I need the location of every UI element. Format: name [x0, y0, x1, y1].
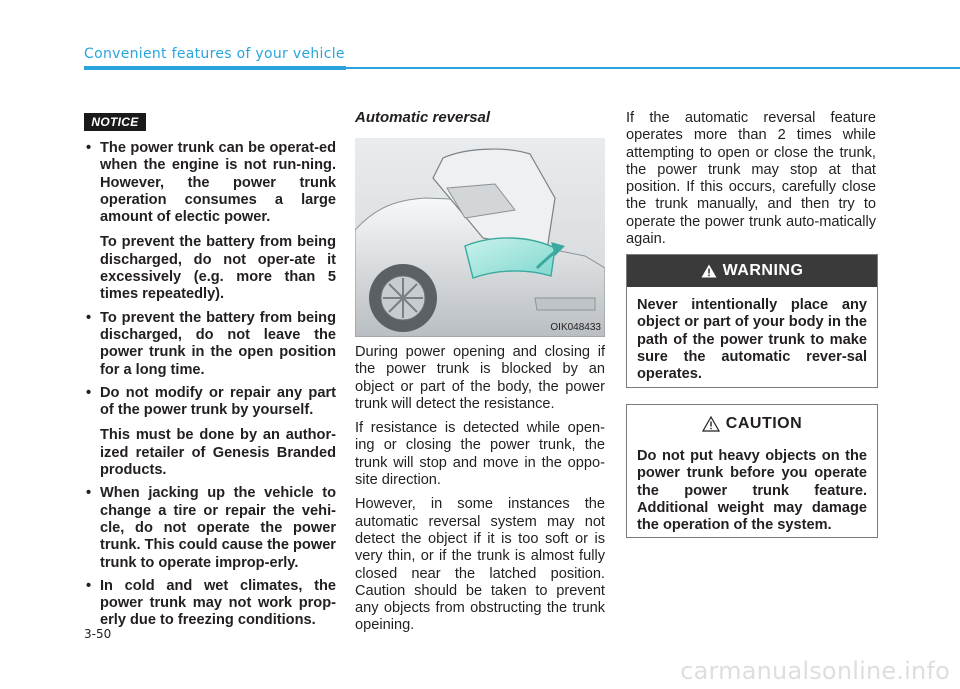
notice-list: [86, 140, 336, 630]
right-column: [626, 110, 876, 255]
notice-item-subtext: To prevent the battery from being discharged, do not oper-ate it excessively (e.g. more than 5 times repeatedly).: [100, 234, 336, 303]
title-rule-thin: [346, 67, 960, 69]
title-rule-thick: [84, 66, 346, 70]
bullet-icon: •: [86, 309, 92, 326]
notice-item: [86, 578, 336, 630]
notice-item: [86, 310, 336, 379]
bullet-icon: •: [86, 384, 92, 401]
warning-title: WARNING: [722, 262, 804, 279]
warning-triangle-icon: [701, 264, 717, 278]
paragraph: During power opening and closing if the power trunk is blocked by an object or part of the body, the power trunk will detect the resistance.: [355, 344, 605, 412]
page-number: 3-50: [84, 627, 112, 641]
caution-triangle-icon: [702, 416, 720, 432]
figure-code: OIK048433: [550, 322, 601, 333]
paragraph: If resistance is detected while open-ing or closing the power trunk, the trunk will stop and move in the oppo-site direction.: [355, 420, 605, 489]
watermark-text: carmanualsonline.info: [680, 657, 950, 685]
caution-text: Do not put heavy objects on the power trunk before you operate the power trunk feature. Additional weight may damage the operation of the system.: [637, 448, 867, 534]
notice-item-text: In cold and wet climates, the power trunk may not work prop-erly due to freezing conditions.: [100, 577, 336, 629]
warning-text: Never intentionally place any object or part of your body in the path of the power trunk to make sure the automatic rever-sal operates.: [637, 297, 867, 383]
paragraph: However, in some instances the automatic reversal system may not detect the object if it is too soft or is very thin, or if the trunk is almost fully closed near the latched position. Caution should be taken to prevent any objects from obstructing the trunk opeining.: [355, 496, 605, 634]
car-trunk-image: [355, 138, 605, 337]
bullet-icon: •: [86, 577, 92, 594]
notice-badge: NOTICE: [84, 113, 146, 131]
paragraph: If the automatic reversal feature operates more than 2 times while attempting to open or close the trunk, the power trunk may stop at that position. If this occurs, carefully close the trunk manually, and then try to operate the power trunk auto-matically again.: [626, 110, 876, 248]
auto-reversal-text: [355, 344, 605, 635]
auto-reversal-column: [355, 109, 605, 642]
notice-item-text: The power trunk can be operat-ed when the engine is not run-ning. However, the power trunk operation consumes a large amount of electic power.: [100, 140, 336, 226]
auto-reversal-heading: Automatic reversal: [355, 109, 491, 126]
notice-column: [86, 140, 336, 636]
warning-box: [626, 254, 878, 388]
caution-title: CAUTION: [725, 415, 803, 432]
section-title: Convenient features of your vehicle: [84, 46, 345, 62]
notice-item-text: To prevent the battery from being discharged, do not leave the power trunk in the open position for a long time.: [100, 309, 336, 378]
warning-header: [627, 255, 877, 287]
notice-item-text: When jacking up the vehicle to change a tire or repair the vehi-cle, do not operate the power trunk. This could cause the power trunk to operate improp-erly.: [100, 485, 336, 571]
notice-item-text: Do not modify or repair any part of the power trunk by yourself.: [100, 384, 336, 419]
caution-box: [626, 404, 878, 538]
notice-item: [86, 140, 336, 304]
caution-header: [627, 407, 877, 441]
notice-item: [86, 385, 336, 479]
trunk-illustration: [355, 138, 605, 337]
bullet-icon: •: [86, 140, 92, 156]
notice-item-subtext: This must be done by an author-ized retailer of Genesis Branded products.: [100, 427, 336, 479]
bullet-icon: •: [86, 485, 92, 502]
notice-item: [86, 485, 336, 571]
